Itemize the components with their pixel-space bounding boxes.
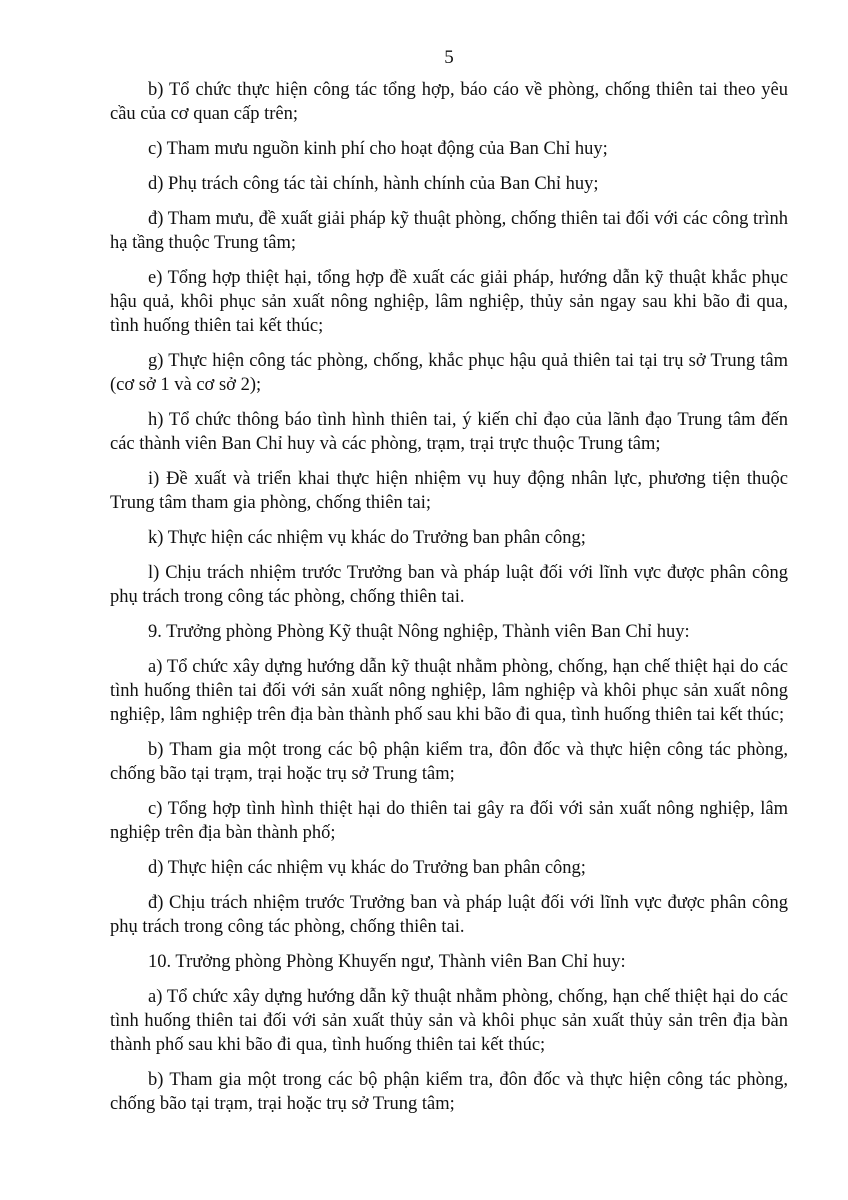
paragraph-9d: d) Thực hiện các nhiệm vụ khác do Trưởng ban phân công; (148, 858, 586, 878)
section-heading-10: 10. Trưởng phòng Phòng Khuyến ngư, Thành viên Ban Chỉ huy: (148, 952, 626, 972)
paragraph-8d: d) Phụ trách công tác tài chính, hành chính của Ban Chỉ huy; (148, 174, 599, 194)
paragraph-9c: c) Tổng hợp tình hình thiệt hại do thiên tai gây ra đối với sản xuất nông nghiệp, lâm nghiệp trên địa bàn thành phố; (110, 799, 788, 843)
paragraph-8k: k) Thực hiện các nhiệm vụ khác do Trưởng ban phân công; (148, 528, 586, 548)
paragraph-8g: g) Thực hiện công tác phòng, chống, khắc phục hậu quả thiên tai tại trụ sở Trung tâm (cơ sở 1 và cơ sở 2); (110, 351, 788, 395)
paragraph-8e: e) Tổng hợp thiệt hại, tổng hợp đề xuất các giải pháp, hướng dẫn kỹ thuật khắc phục hậu quả, khôi phục sản xuất nông nghiệp, lâm nghiệp, thủy sản ngay sau khi bão đi qua, tình huống thiên tai kết thúc; (110, 268, 788, 336)
paragraph-8b: b) Tổ chức thực hiện công tác tổng hợp, báo cáo về phòng, chống thiên tai theo yêu cầu của cơ quan cấp trên; (110, 80, 788, 124)
paragraph-9b: b) Tham gia một trong các bộ phận kiểm tra, đôn đốc và thực hiện công tác phòng, chống bão tại trạm, trại hoặc trụ sở Trung tâm; (110, 740, 788, 784)
paragraph-8h: h) Tổ chức thông báo tình hình thiên tai, ý kiến chỉ đạo của lãnh đạo Trung tâm đến các thành viên Ban Chỉ huy và các phòng, trạm, trại trực thuộc Trung tâm; (110, 410, 788, 454)
document-page (110, 46, 788, 1127)
paragraph-9dd: đ) Chịu trách nhiệm trước Trưởng ban và pháp luật đối với lĩnh vực được phân công phụ trách trong công tác phòng, chống thiên tai. (110, 893, 788, 937)
page-number: 5 (444, 47, 454, 68)
paragraph-9a: a) Tổ chức xây dựng hướng dẫn kỹ thuật nhằm phòng, chống, hạn chế thiệt hại do các tình huống thiên tai đối với sản xuất nông nghiệp, lâm nghiệp và khôi phục sản xuất nông nghiệp, lâm nghiệp trên địa bàn thành phố sau khi bão đi qua, tình huống thiên tai kết thúc; (110, 657, 788, 725)
paragraph-8c: c) Tham mưu nguồn kinh phí cho hoạt động của Ban Chỉ huy; (148, 139, 608, 159)
section-heading-9: 9. Trưởng phòng Phòng Kỹ thuật Nông nghiệp, Thành viên Ban Chỉ huy: (148, 622, 690, 642)
paragraph-8i: i) Đề xuất và triển khai thực hiện nhiệm vụ huy động nhân lực, phương tiện thuộc Trung tâm tham gia phòng, chống thiên tai; (110, 469, 788, 513)
paragraph-8l: l) Chịu trách nhiệm trước Trưởng ban và pháp luật đối với lĩnh vực được phân công phụ trách trong công tác phòng, chống thiên tai. (110, 563, 788, 607)
paragraph-10a: a) Tổ chức xây dựng hướng dẫn kỹ thuật nhằm phòng, chống, hạn chế thiệt hại do các tình huống thiên tai đối với sản xuất thủy sản và khôi phục sản xuất thủy sản trên địa bàn thành phố sau khi bão đi qua, tình huống thiên tai kết thúc; (110, 987, 788, 1055)
paragraph-10b: b) Tham gia một trong các bộ phận kiểm tra, đôn đốc và thực hiện công tác phòng, chống bão tại trạm, trại hoặc trụ sở Trung tâm; (110, 1070, 788, 1114)
paragraph-8dd: đ) Tham mưu, đề xuất giải pháp kỹ thuật phòng, chống thiên tai đối với các công trình hạ tầng thuộc Trung tâm; (110, 209, 788, 253)
